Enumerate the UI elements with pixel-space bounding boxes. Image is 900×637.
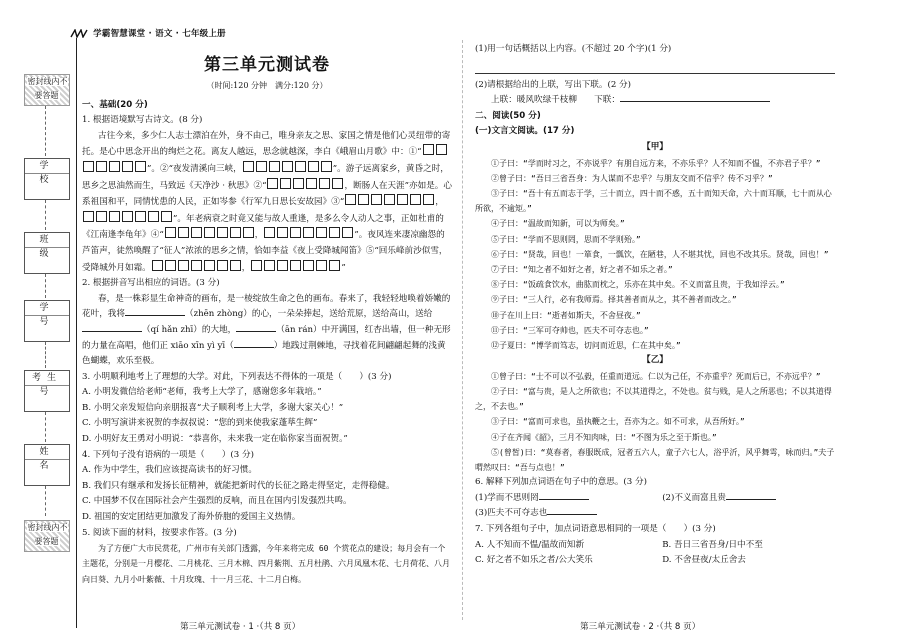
binding-dash	[45, 274, 46, 298]
q3-option-b[interactable]: B. 小明父亲发短信向亲朋报喜“犬子顺利考上大学，多谢大家关心！”	[82, 402, 344, 413]
answer-boxes[interactable]	[266, 181, 344, 191]
passage-yi-title: 【乙】	[642, 355, 668, 366]
q4-option-d[interactable]: D. 祖国的安定团结更加激发了海外侨胞的爱国主义热情。	[82, 512, 301, 523]
seal-notice-bottom: 密封线内不要答题	[24, 520, 70, 552]
list-item: ③子曰：“富而可求也，虽执鞭之士，吾亦为之。如不可求，从吾所好。”	[491, 417, 745, 427]
class-field[interactable]	[24, 232, 70, 274]
q7-heading: 7. 下列各组句子中，加点词语意思相同的一项是（ ）(3 分)	[475, 524, 716, 534]
exam-number-field[interactable]	[24, 370, 70, 412]
left-page-footer: 第三单元测试卷 · 1 ·（共 8 页）	[180, 622, 301, 632]
section-classical: (一)文言文阅读。(17 分)	[475, 126, 575, 137]
list-item: ⑪子曰：“三军可夺帅也，匹夫不可夺志也。”	[491, 325, 649, 335]
answer-blank[interactable]	[82, 331, 142, 332]
q5-2-prompt: (2)请根据给出的上联，写出下联。(2 分)	[475, 79, 631, 90]
list-item: ⑤(曾皙)曰：“莫春者，春服既成，冠者五六人，童子六七人，浴乎沂，风乎舞雩，咏而归。”夫子喟然叹曰：“吾与点也！”	[475, 447, 835, 473]
section-basics: 一、基础(20 分)	[82, 99, 148, 110]
page-title: 第三单元测试卷	[204, 55, 330, 75]
name-label: 姓 名	[25, 445, 69, 460]
section-reading: 二、阅读(50 分)	[475, 110, 541, 121]
class-label: 班 级	[25, 233, 69, 248]
answer-boxes[interactable]	[250, 263, 341, 273]
q5-heading: 5. 阅读下面的材料，按要求作答。(3 分)	[82, 527, 237, 538]
q4-heading: 4. 下列句子没有语病的一项是（ ）(3 分)	[82, 449, 254, 460]
list-item: ⑧子曰：“饭疏食饮水，曲肱而枕之，乐亦在其中矣。不义而富且贵，于我如浮云。”	[491, 280, 785, 290]
list-item: ①子曰：“学而时习之，不亦说乎？有朋自远方来，不亦乐乎？人不知而不愠，不亦君子乎？”	[491, 158, 821, 168]
answer-line[interactable]	[475, 60, 835, 74]
list-item: ⑩子在川上曰：“逝者如斯夫，不舍昼夜。”	[491, 310, 641, 320]
q7-option-c[interactable]: C. 好之者不如乐之者/公大笑乐	[475, 555, 593, 566]
binding-dash	[45, 342, 46, 368]
q7-options-row2	[475, 553, 835, 569]
list-item: ④子曰：“温故而知新，可以为师矣。”	[491, 219, 625, 229]
q1-passage: 古往今来，多少仁人志士漂泊在外，身不由己，唯身亲友之思、家国之情是他们心灵纽带的寄托。是心中思念开出的绚烂之花。离友人越远，思念就越深，李白《峨眉山月歌》中：①“”。②“夜发清溪向三峡， ”。游子远离家乡，黄昏之时，思乡之思油然而生，马致远《天净沙 · 秋思》②“ ，断肠人在天涯”亦如是。心系祖国和平，同情忧患的人民，正如岑参《行军九日思长安故园》③“ ，”。年老病衰之时竟又能与故人重逢，是多么令人动人之事，正如杜甫的《江南逢李龟年》④“ ， ”。夜风连来凄凉幽怨的芦笛声，徒然唤醒了“征人”浓浓的思乡之情，恰如李益《夜上受降城闻笛》⑤“回乐峰前沙似雪，受降城外月如霜。 ， ”	[82, 130, 452, 273]
q5-material: 为了方便广大市民赏花，广州市有关部门透露，今年来将完成 60 个赏花点的建设；每月会有一个主题花，分别是一月樱花、二月桃花、三月木棉、四月紫荆、五月杜鹃、六月凤凰木花、七月荷花、八月向日葵、九月小叶紫薇、十月玫瑰、十一月三花、十二月白梅。	[82, 544, 450, 584]
answer-boxes[interactable]	[344, 197, 435, 207]
list-item: ⑤子曰：“学而不思则罔，思而不学则殆。”	[491, 234, 641, 244]
q4-option-b[interactable]: B. 我们只有继承和发扬长征精神，就能把新时代的长征之路走得坚定，走得稳健。	[82, 480, 395, 491]
brand-text: 学霸智慧课堂 · 语文 · 七年级上册	[93, 29, 226, 39]
answer-boxes[interactable]	[151, 263, 242, 273]
q4-option-a[interactable]: A. 作为中学生，我们应该提高读书的好习惯。	[82, 465, 257, 476]
answer-boxes[interactable]	[164, 230, 255, 240]
school-label: 学 校	[25, 159, 69, 174]
seal-notice-top: 密封线内不要答题	[24, 74, 70, 106]
q6-heading: 6. 解释下列加点词语在句子中的意思。(3 分)	[475, 477, 647, 488]
answer-blank[interactable]	[236, 331, 276, 332]
answer-boxes[interactable]	[242, 164, 333, 174]
student-number-field[interactable]	[24, 300, 70, 342]
q3-option-a[interactable]: A. 小明发微信给老师“老师，我考上大学了，感谢您多年栽培。”	[82, 387, 322, 398]
q2-heading: 2. 根据拼音写出相应的词语。(3 分)	[82, 278, 220, 289]
page-divider	[462, 40, 463, 620]
brand-header	[70, 27, 226, 39]
list-item: ②曾子曰：“吾日三省吾身：为人谋而不忠乎？与朋友交而不信乎？传不习乎？”	[491, 173, 773, 183]
list-item: ③子曰：“吾十有五而志于学，三十而立，四十而不惑，五十而知天命，六十而耳顺，七十而从心所欲，不逾矩。”	[475, 188, 832, 214]
q7-option-a[interactable]: A. 人不知而不愠/温故而知新	[475, 539, 585, 550]
answer-boxes[interactable]	[263, 230, 354, 240]
binding-dash	[45, 200, 46, 230]
left-column	[82, 45, 452, 587]
q1-heading: 1. 根据语境默写古诗文。(8 分)	[82, 115, 203, 126]
q7-option-d[interactable]: D. 不舍昼夜/太丘舍去	[662, 555, 746, 566]
exam-subtitle: （时间:120 分钟 满分:120 分）	[206, 81, 328, 90]
couplet-answer-blank[interactable]	[620, 101, 770, 102]
right-page-footer: 第三单元测试卷 · 2 ·（共 8 页）	[580, 622, 701, 632]
binding-dash	[45, 412, 46, 442]
passage-jia-title: 【甲】	[642, 141, 668, 152]
name-field[interactable]	[24, 444, 70, 486]
q6-item-2[interactable]: (2)不义而富且贵	[662, 491, 835, 507]
couplet-row: 上联：暖风吹绿千枝柳 下联：	[475, 93, 835, 109]
right-column	[475, 42, 835, 569]
q7-option-b[interactable]: B. 吾日三省吾身/日中不至	[662, 539, 763, 550]
school-field[interactable]	[24, 158, 70, 200]
list-item: ⑫子夏曰：“博学而笃志，切问而近思，仁在其中矣。”	[491, 341, 681, 350]
q6-item-3[interactable]: (3)匹夫不可夺志也	[475, 506, 835, 522]
student-number-label: 学 号	[25, 301, 69, 316]
list-item: ⑥子曰：“贤哉，回也！一箪食，一瓢饮，在陋巷，人不堪其忧，回也不改其乐。贤哉，回也！”	[491, 249, 829, 259]
q7-options-row1	[475, 538, 835, 554]
q6-item-1[interactable]: (1)学而不思则罔	[475, 491, 648, 507]
list-item: ②子曰：“富与贵，是人之所欲也；不以其道得之，不处也。贫与贱，是人之所恶也；不以其道得之，不去也。”	[475, 387, 832, 412]
q3-option-d[interactable]: D. 小明好友王勇对小明说：“恭喜你，未来我一定在临你家当面祝贺。”	[82, 434, 348, 445]
answer-blank[interactable]	[234, 347, 274, 348]
list-item: ④子在齐闻《韶》，三月不知肉味，曰：“不图为乐之至于斯也。”	[491, 432, 717, 442]
passage-jia	[475, 156, 835, 354]
q2-passage: 春，是一株彩显生命神奇的画布，是一棱绽放生命之色的画布。春来了，我轻轻地唤着娇嫩的花叶，我将 （zhēn zhòng）的心，一朵朵捧起，送给荒原，送给高山，送给（qí hǎn zhī）的大地， （ān rán）中开满国，红杏出墙，但一种无形的力量在高唱，他们正 xiāo xīn yì yī（ ）地践过荆棘地，寻找着花间翩翩起舞的浅黄色蝴蝶，欢乐至极。	[82, 293, 451, 367]
binding-dash	[45, 106, 46, 156]
answer-blank[interactable]	[125, 315, 185, 316]
q4-option-c[interactable]: C. 中国梦不仅在国际社会产生强烈的反响，而且在国内引发强烈共鸣。	[82, 496, 352, 507]
answer-boxes[interactable]	[82, 214, 173, 224]
q5-1-prompt: (1)用一句话概括以上内容。(不超过 20 个字)(1 分)	[475, 44, 672, 54]
brand-logo-icon	[70, 29, 88, 38]
binding-line	[76, 38, 77, 628]
q6-items	[475, 491, 835, 507]
q3-option-c[interactable]: C. 小明写演讲来祝贺的李叔叔说：“您的到来使我家蓬荜生辉”	[82, 418, 318, 429]
list-item: ①曾子曰：“士不可以不弘毅，任重而道远。仁以为己任，不亦重乎？死而后已，不亦远乎？”	[491, 371, 821, 381]
passage-yi	[475, 369, 835, 475]
q3-heading: 3. 小明顺利地考上了理想的大学。对此，下列表达不得体的一项是（ ）(3 分)	[82, 371, 392, 382]
list-item: ⑦子曰：“知之者不如好之者，好之者不如乐之者。”	[491, 264, 673, 274]
exam-number-label: 考生号	[25, 371, 69, 386]
list-item: ⑨子曰：“三人行，必有我师焉。择其善者而从之，其不善者而改之。”	[491, 295, 737, 305]
binding-dash	[45, 486, 46, 516]
